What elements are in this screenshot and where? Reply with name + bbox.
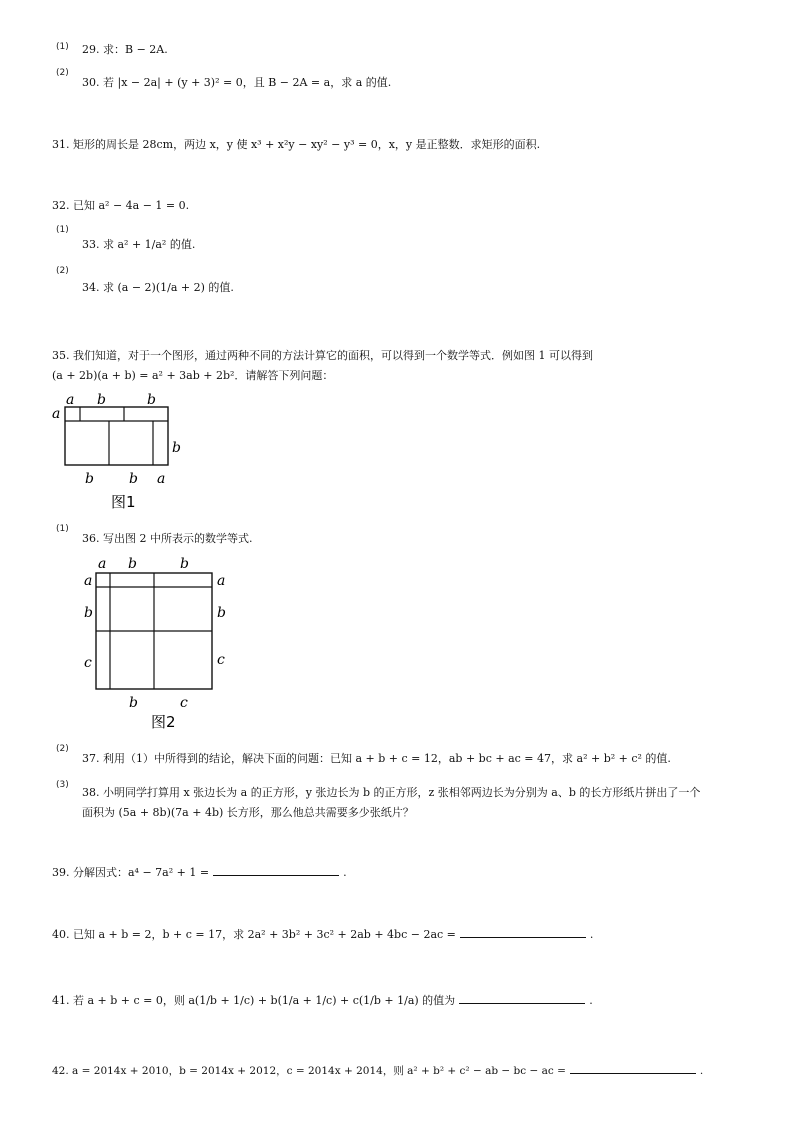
- fig2-top-label: b: [128, 556, 137, 572]
- figure-1: [50, 388, 190, 513]
- answer-blank[interactable]: [213, 866, 339, 876]
- question-30: 30. 若 |x − 2a| + (y + 3)² = 0，且 B − 2A = a，求 a 的值.: [82, 76, 392, 89]
- part-tag: (2): [56, 266, 69, 276]
- question-34: 34. 求 (a − 2)(1/a + 2) 的值.: [82, 281, 234, 294]
- fig2-right-label: c: [217, 652, 225, 668]
- fig1-left-label: a: [52, 406, 61, 422]
- question-42: 42. a = 2014x + 2010，b = 2014x + 2012，c = 2014x + 2014，则 a² + b² + c² − ab − bc − ac = .: [52, 1065, 704, 1077]
- part-tag: (3): [56, 780, 69, 790]
- part-tag: (1): [56, 42, 69, 52]
- fig2-left-label: c: [84, 655, 92, 671]
- question-32: 32. 已知 a² − 4a − 1 = 0.: [52, 199, 190, 212]
- fig1-caption: 图1: [111, 493, 136, 511]
- question-41: 41. 若 a + b + c = 0，则 a(1/b + 1/c) + b(1/a + 1/c) + c(1/b + 1/a) 的值为 .: [52, 994, 593, 1007]
- fig2-bottom-label: c: [180, 695, 188, 711]
- fig2-left-label: b: [84, 605, 93, 621]
- question-37: 37. 利用（1）中所得到的结论，解决下面的问题：已知 a + b + c = 12，ab + bc + ac = 47，求 a² + b² + c² 的值.: [82, 752, 671, 765]
- fig1-top-label: b: [97, 392, 106, 408]
- answer-blank[interactable]: [460, 928, 586, 938]
- fig2-top-label: a: [98, 556, 107, 572]
- figure-2: [78, 552, 238, 732]
- fig2-right-label: b: [217, 605, 226, 621]
- answer-blank[interactable]: [459, 994, 585, 1004]
- fig2-bottom-label: b: [129, 695, 138, 711]
- question-35-line1: 35. 我们知道，对于一个图形，通过两种不同的方法计算它的面积，可以得到一个数学等式．例如图 1 可以得到: [52, 349, 593, 362]
- fig2-left-label: a: [84, 573, 93, 589]
- part-tag: (1): [56, 524, 69, 534]
- part-tag: (2): [56, 68, 69, 78]
- question-38-line1: 38. 小明同学打算用 x 张边长为 a 的正方形，y 张边长为 b 的正方形，z 张相邻两边长为分别为 a、b 的长方形纸片拼出了一个: [82, 786, 701, 799]
- fig2-caption: 图2: [151, 713, 176, 731]
- question-31: 31. 矩形的周长是 28cm，两边 x，y 使 x³ + x²y − xy² − y³ = 0，x，y 是正整数．求矩形的面积.: [52, 138, 541, 151]
- question-36: 36. 写出图 2 中所表示的数学等式.: [82, 532, 253, 545]
- question-29: 29. 求：B − 2A.: [82, 43, 168, 56]
- fig2-right-label: a: [217, 573, 226, 589]
- question-40: 40. 已知 a + b = 2，b + c = 17，求 2a² + 3b² + 3c² + 2ab + 4bc − 2ac = .: [52, 928, 594, 941]
- part-tag: (1): [56, 225, 69, 235]
- part-tag: (2): [56, 744, 69, 754]
- fig1-top-label: b: [147, 392, 156, 408]
- answer-blank[interactable]: [570, 1064, 696, 1074]
- question-39: 39. 分解因式：a⁴ − 7a² + 1 = .: [52, 866, 347, 879]
- question-33: 33. 求 a² + 1/a² 的值.: [82, 238, 196, 251]
- fig1-right-label: b: [172, 440, 181, 456]
- question-38-line2: 面积为 (5a + 8b)(7a + 4b) 长方形，那么他总共需要多少张纸片？: [82, 806, 414, 819]
- fig1-bottom-label: b: [129, 471, 138, 487]
- fig2-top-label: b: [180, 556, 189, 572]
- fig1-top-label: a: [66, 392, 75, 408]
- fig1-bottom-label: b: [85, 471, 94, 487]
- fig1-bottom-label: a: [157, 471, 166, 487]
- question-35-line2: (a + 2b)(a + b) = a² + 3ab + 2b²．请解答下列问题：: [52, 369, 334, 382]
